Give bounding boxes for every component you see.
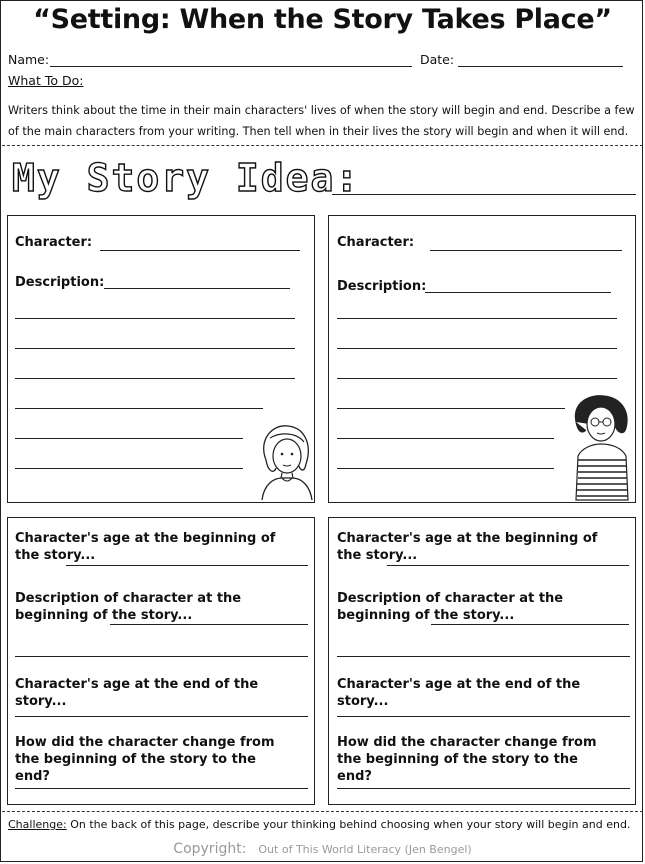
divider-bottom: [2, 811, 643, 812]
character-label-right: Character:: [337, 235, 415, 250]
writing-line[interactable]: [15, 656, 308, 657]
name-field[interactable]: [50, 66, 412, 67]
age-end-field-right[interactable]: [337, 716, 630, 717]
page-title: “Setting: When the Story Takes Place”: [33, 4, 612, 35]
description-label-left: Description:: [15, 275, 105, 290]
copyright-owner: Out of This World Literacy (Jen Bengel): [258, 843, 472, 856]
instructions: Writers think about the time in their main characters' lives of when the story will begin and end. Describe a few of the main characters from your writing. Then tell when in their lives the story will begin and when it will end.: [8, 104, 635, 138]
age-end-label-right: Character's age at the end of the story...: [337, 677, 581, 709]
copyright-label: Copyright:: [173, 841, 247, 857]
age-beginning-label-right: Character's age at the beginning of the story...: [337, 531, 598, 563]
writing-line[interactable]: [337, 378, 617, 379]
writing-line[interactable]: [337, 408, 565, 409]
writing-line[interactable]: [337, 468, 554, 469]
name-label: Name:: [8, 52, 50, 67]
writing-line[interactable]: [337, 348, 617, 349]
description-field-right[interactable]: [425, 292, 611, 293]
age-end-label-left: Character's age at the end of the story...: [15, 677, 259, 709]
girl-illustration: [252, 420, 314, 502]
character-field-right[interactable]: [430, 250, 622, 251]
age-beginning-field-right[interactable]: [387, 565, 629, 566]
what-to-do-label: What To Do:: [8, 73, 84, 88]
story-idea-label: My Story Idea:: [12, 156, 361, 200]
writing-line[interactable]: [15, 468, 243, 469]
character-label-left: Character:: [15, 235, 93, 250]
writing-line[interactable]: [15, 408, 263, 409]
date-field[interactable]: [458, 66, 623, 67]
change-answer-field-left[interactable]: [15, 788, 308, 789]
description-field-left[interactable]: [104, 288, 290, 289]
description-label-right: Description:: [337, 279, 427, 294]
description-beginning-field-left[interactable]: [110, 624, 308, 625]
divider-top: [2, 145, 643, 146]
challenge-body: On the back of this page, describe your thinking behind choosing when your story will begin and end.: [66, 818, 631, 831]
date-label: Date:: [420, 52, 455, 67]
description-beginning-label-right: Description of character at the beginning of the story...: [337, 591, 564, 623]
age-end-field-left[interactable]: [15, 716, 308, 717]
change-answer-field-right[interactable]: [337, 788, 630, 789]
copyright: [0, 838, 645, 857]
challenge-label: Challenge:: [8, 818, 67, 831]
story-idea-field[interactable]: [332, 194, 636, 195]
character-field-left[interactable]: [100, 250, 300, 251]
writing-line[interactable]: [15, 348, 295, 349]
challenge-text: [8, 818, 630, 831]
writing-line[interactable]: [337, 656, 630, 657]
description-beginning-label-left: Description of character at the beginning of the story...: [15, 591, 242, 623]
writing-line[interactable]: [337, 438, 554, 439]
writing-line[interactable]: [15, 438, 243, 439]
writing-line[interactable]: [337, 318, 617, 319]
description-beginning-field-right[interactable]: [431, 624, 629, 625]
change-question-label-right: How did the character change from the beginning of the story to the end?: [337, 735, 597, 784]
age-beginning-field-left[interactable]: [66, 565, 308, 566]
boy-illustration: [568, 392, 634, 502]
writing-line[interactable]: [15, 378, 295, 379]
writing-line[interactable]: [15, 318, 295, 319]
age-beginning-label-left: Character's age at the beginning of the story...: [15, 531, 276, 563]
change-question-label-left: How did the character change from the beginning of the story to the end?: [15, 735, 275, 784]
